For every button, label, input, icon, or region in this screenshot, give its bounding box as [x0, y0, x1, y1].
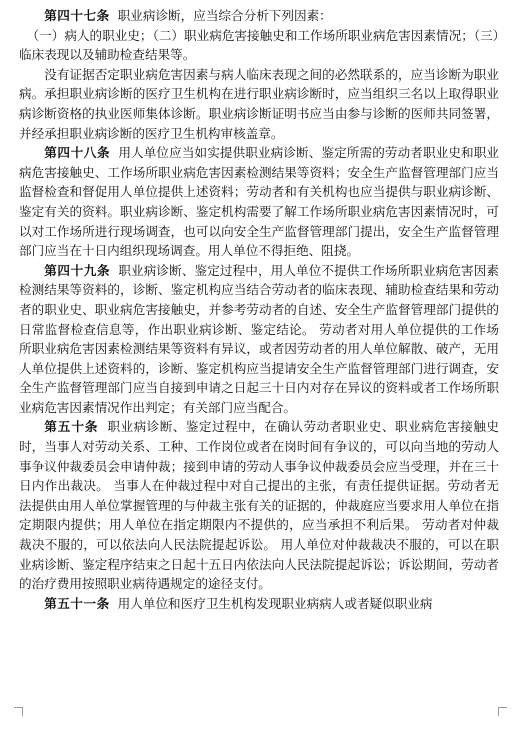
document-body [19, 6, 499, 613]
article-47-text-3: 没有证据否定职业病危害因素与病人临床表现之间的必然联系的，应当诊断为职业病。承担职业病诊断的医疗卫生机构在进行职业病诊断时，应当组织三名以上取得职业病诊断资格的执业医师集体诊断。职业病诊断证明书应当由参与诊断的医师共同签署，并经承担职业病诊断的医疗卫生机构审核盖章。 [19, 66, 499, 141]
article-48 [19, 143, 499, 261]
article-47-factors [19, 26, 499, 65]
article-50-number: 第五十条 [44, 419, 99, 435]
article-47-body [19, 65, 499, 143]
article-51 [19, 594, 499, 614]
article-50-text: 职业病诊断、鉴定过程中，在确认劳动者职业史、职业病危害接触史时，当事人对劳动关系、工种、工作岗位或者在岗时间有争议的，可以向当地的劳动人事争议仲裁委员会申请仲裁；接到申请的劳动人事争议仲裁委员会应当受理，并在三十日内作出裁决。 当事人在仲裁过程中对自己提出的主张，有责任提供证据。劳动者无法提供由用人单位掌握管理的与仲裁主张有关的证据的，仲裁庭应当要求用人单位在指定期限内提供；用人单位在指定期限内不提供的，应当承担不利后果。 劳动者对仲裁裁决不服的，可以依法向人民法院提起诉讼。 用人单位对仲裁裁决不服的，可以在职业病诊断、鉴定程序结束之日起十五日内依法向人民法院提起诉讼；诉讼期间，劳动者的治疗费用按照职业病待遇规定的途径支付。 [19, 419, 500, 592]
article-50 [19, 417, 499, 593]
article-49-text: 职业病诊断、鉴定过程中，用人单位不提供工作场所职业病危害因素检测结果等资料的，诊断、鉴定机构应当结合劳动者的临床表现、辅助检查结果和劳动者的职业史、职业病危害接触史，并参考劳动者的自述、安全生产监督管理部门提供的日常监督检查信息等，作出职业病诊断、鉴定结论。 劳动者对用人单位提供的工作场所职业病危害因素检测结果等资料有异议，或者因劳动者的用人单位解散、破产，无用人单位提供上述资料的，诊断、鉴定机构应当提请安全生产监督管理部门进行调查，安全生产监督管理部门应当自接到申请之日起三十日内对存在异议的资料或者工作场所职业病危害因素情况作出判定；有关部门应当配合。 [19, 262, 500, 415]
article-47-text-2: （一）病人的职业史；（二）职业病危害接触史和工作场所职业病危害因素情况；（三）临床表现以及辅助检查结果等。 [19, 27, 499, 63]
page-margin-corner-bottom-right [498, 707, 507, 716]
article-47-number: 第四十七条 [44, 8, 110, 23]
article-49-number: 第四十九条 [44, 262, 111, 278]
article-48-text: 用人单位应当如实提供职业病诊断、鉴定所需的劳动者职业史和职业病危害接触史、工作场所职业病危害因素检测结果等资料；安全生产监督管理部门应当监督检查和督促用人单位提供上述资料；劳动者和有关机构也应当提供与职业病诊断、鉴定有关的资料。职业病诊断、鉴定机构需要了解工作场所职业病危害因素情况时，可以对工作场所进行现场调查，也可以向安全生产监督管理部门提出，安全生产监督管理部门应当在十日内组织现场调查。用人单位不得拒绝、阻挠。 [19, 145, 500, 259]
page-margin-corner-bottom-left [14, 707, 23, 716]
article-51-number: 第五十一条 [44, 595, 110, 611]
article-47-text-1: 职业病诊断，应当综合分析下列因素： [117, 8, 332, 23]
article-47-intro [19, 6, 499, 26]
article-51-text: 用人单位和医疗卫生机构发现职业病病人或者疑似职业病 [117, 595, 433, 611]
article-48-number: 第四十八条 [44, 145, 111, 161]
article-49 [19, 261, 499, 418]
